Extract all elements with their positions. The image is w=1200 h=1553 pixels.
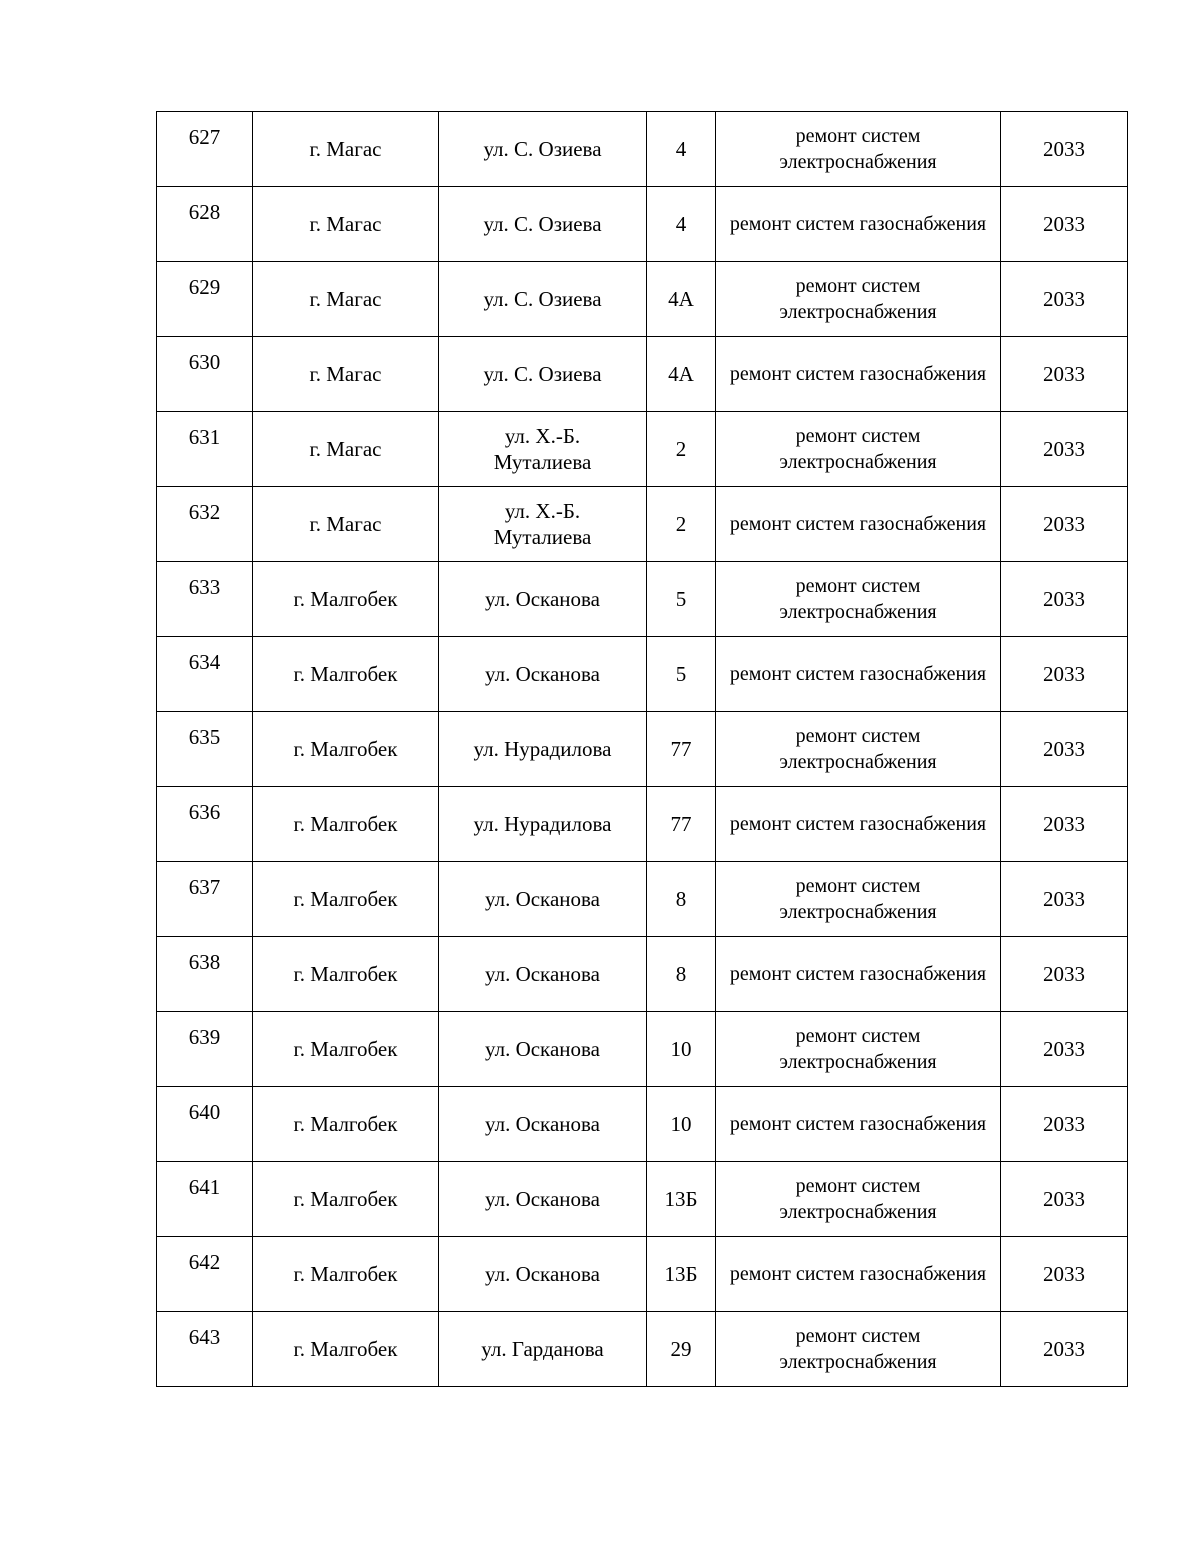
house-number-cell-text: 4А bbox=[668, 287, 694, 311]
city-cell-text: г. Малгобек bbox=[293, 962, 398, 986]
street-cell bbox=[439, 1012, 647, 1087]
city-cell bbox=[253, 1237, 439, 1312]
row-number-cell-text: 629 bbox=[188, 275, 221, 299]
work-type-cell-text: ремонт систем газоснабжения bbox=[729, 363, 987, 385]
street-cell bbox=[439, 487, 647, 562]
house-number-cell bbox=[647, 1312, 716, 1387]
year-cell-text: 2033 bbox=[1043, 512, 1085, 536]
city-cell-text: г. Магас bbox=[309, 137, 382, 161]
work-type-cell bbox=[716, 637, 1001, 712]
city-cell-text: г. Малгобек bbox=[293, 737, 398, 761]
year-cell-text: 2033 bbox=[1043, 437, 1085, 461]
street-cell-text: ул. Осканова bbox=[485, 1112, 600, 1136]
work-type-cell bbox=[716, 937, 1001, 1012]
street-cell bbox=[439, 712, 647, 787]
year-cell bbox=[1001, 1162, 1128, 1237]
city-cell bbox=[253, 562, 439, 637]
street-cell-text: ул. Осканова bbox=[485, 887, 600, 911]
work-type-cell bbox=[716, 1237, 1001, 1312]
house-number-cell bbox=[647, 1162, 716, 1237]
street-cell-text: ул. Нурадилова bbox=[473, 737, 612, 761]
work-type-cell-text: ремонт систем электроснабжения bbox=[779, 575, 937, 623]
table-row bbox=[157, 787, 1128, 862]
house-number-cell bbox=[647, 1012, 716, 1087]
year-cell bbox=[1001, 262, 1128, 337]
table-row bbox=[157, 1087, 1128, 1162]
work-type-cell-text: ремонт систем электроснабжения bbox=[779, 1025, 937, 1073]
street-cell bbox=[439, 1162, 647, 1237]
house-number-cell bbox=[647, 112, 716, 187]
street-cell bbox=[439, 937, 647, 1012]
work-type-cell-text: ремонт систем газоснабжения bbox=[729, 663, 987, 685]
city-cell-text: г. Малгобек bbox=[293, 1337, 398, 1361]
row-number-cell-text: 635 bbox=[188, 725, 221, 749]
house-number-cell-text: 2 bbox=[675, 512, 687, 536]
street-cell-text: ул. Нурадилова bbox=[473, 812, 612, 836]
row-number-cell-text: 637 bbox=[188, 875, 221, 899]
house-number-cell bbox=[647, 712, 716, 787]
work-type-cell-text: ремонт систем электроснабжения bbox=[779, 875, 937, 923]
work-type-cell bbox=[716, 412, 1001, 487]
house-number-cell-text: 2 bbox=[675, 437, 687, 461]
city-cell-text: г. Магас bbox=[309, 437, 382, 461]
table-row bbox=[157, 637, 1128, 712]
city-cell-text: г. Магас bbox=[309, 512, 382, 536]
row-number-cell-text: 630 bbox=[188, 350, 221, 374]
street-cell bbox=[439, 1312, 647, 1387]
year-cell bbox=[1001, 637, 1128, 712]
year-cell bbox=[1001, 487, 1128, 562]
work-type-cell-text: ремонт систем газоснабжения bbox=[729, 513, 987, 535]
street-cell-text: ул. Осканова bbox=[485, 1187, 600, 1211]
city-cell bbox=[253, 337, 439, 412]
work-type-cell bbox=[716, 1312, 1001, 1387]
year-cell-text: 2033 bbox=[1043, 587, 1085, 611]
year-cell-text: 2033 bbox=[1043, 1262, 1085, 1286]
house-number-cell-text: 13Б bbox=[664, 1262, 698, 1286]
year-cell-text: 2033 bbox=[1043, 962, 1085, 986]
street-cell-text: ул. Осканова bbox=[485, 1262, 600, 1286]
house-number-cell bbox=[647, 337, 716, 412]
street-cell bbox=[439, 787, 647, 862]
row-number-cell bbox=[157, 1012, 253, 1087]
row-number-cell-text: 632 bbox=[188, 500, 221, 524]
house-number-cell-text: 4А bbox=[668, 362, 694, 386]
row-number-cell-text: 640 bbox=[188, 1100, 221, 1124]
street-cell-text: ул. С. Озиева bbox=[483, 212, 602, 236]
street-cell-text: ул. С. Озиева bbox=[483, 362, 602, 386]
year-cell-text: 2033 bbox=[1043, 662, 1085, 686]
city-cell-text: г. Малгобек bbox=[293, 1262, 398, 1286]
row-number-cell bbox=[157, 862, 253, 937]
city-cell bbox=[253, 1087, 439, 1162]
work-type-cell-text: ремонт систем газоснабжения bbox=[729, 813, 987, 835]
row-number-cell-text: 631 bbox=[188, 425, 221, 449]
row-number-cell bbox=[157, 1312, 253, 1387]
table-row bbox=[157, 1312, 1128, 1387]
year-cell-text: 2033 bbox=[1043, 362, 1085, 386]
year-cell bbox=[1001, 1012, 1128, 1087]
street-cell-text: ул. Х.-Б. Муталиева bbox=[493, 499, 592, 549]
year-cell bbox=[1001, 1237, 1128, 1312]
year-cell bbox=[1001, 562, 1128, 637]
row-number-cell bbox=[157, 112, 253, 187]
house-number-cell-text: 13Б bbox=[664, 1187, 698, 1211]
house-number-cell bbox=[647, 187, 716, 262]
year-cell bbox=[1001, 1312, 1128, 1387]
city-cell-text: г. Малгобек bbox=[293, 812, 398, 836]
row-number-cell bbox=[157, 1237, 253, 1312]
house-number-cell-text: 77 bbox=[670, 812, 692, 836]
table-body bbox=[157, 112, 1128, 1387]
work-type-cell-text: ремонт систем электроснабжения bbox=[779, 1325, 937, 1373]
table-row bbox=[157, 1162, 1128, 1237]
row-number-cell bbox=[157, 637, 253, 712]
street-cell-text: ул. Осканова bbox=[485, 962, 600, 986]
work-type-cell-text: ремонт систем электроснабжения bbox=[779, 275, 937, 323]
work-type-cell bbox=[716, 712, 1001, 787]
city-cell-text: г. Магас bbox=[309, 362, 382, 386]
city-cell bbox=[253, 112, 439, 187]
year-cell-text: 2033 bbox=[1043, 737, 1085, 761]
year-cell bbox=[1001, 112, 1128, 187]
work-type-cell-text: ремонт систем газоснабжения bbox=[729, 1113, 987, 1135]
street-cell bbox=[439, 562, 647, 637]
city-cell bbox=[253, 712, 439, 787]
work-type-cell-text: ремонт систем электроснабжения bbox=[779, 125, 937, 173]
row-number-cell bbox=[157, 787, 253, 862]
city-cell bbox=[253, 862, 439, 937]
year-cell-text: 2033 bbox=[1043, 887, 1085, 911]
year-cell-text: 2033 bbox=[1043, 287, 1085, 311]
row-number-cell bbox=[157, 1162, 253, 1237]
table-row bbox=[157, 337, 1128, 412]
house-number-cell bbox=[647, 412, 716, 487]
row-number-cell bbox=[157, 1087, 253, 1162]
row-number-cell-text: 642 bbox=[188, 1250, 221, 1274]
street-cell bbox=[439, 1087, 647, 1162]
year-cell-text: 2033 bbox=[1043, 212, 1085, 236]
house-number-cell-text: 29 bbox=[670, 1337, 692, 1361]
row-number-cell-text: 628 bbox=[188, 200, 221, 224]
work-type-cell-text: ремонт систем электроснабжения bbox=[779, 725, 937, 773]
work-type-cell bbox=[716, 862, 1001, 937]
house-number-cell bbox=[647, 262, 716, 337]
row-number-cell bbox=[157, 262, 253, 337]
table-row bbox=[157, 712, 1128, 787]
work-type-cell bbox=[716, 562, 1001, 637]
year-cell bbox=[1001, 412, 1128, 487]
year-cell bbox=[1001, 337, 1128, 412]
year-cell-text: 2033 bbox=[1043, 812, 1085, 836]
city-cell-text: г. Малгобек bbox=[293, 587, 398, 611]
city-cell-text: г. Малгобек bbox=[293, 1037, 398, 1061]
street-cell-text: ул. Гарданова bbox=[481, 1337, 604, 1361]
house-number-cell-text: 10 bbox=[670, 1112, 692, 1136]
city-cell bbox=[253, 487, 439, 562]
year-cell bbox=[1001, 937, 1128, 1012]
work-type-cell bbox=[716, 112, 1001, 187]
street-cell bbox=[439, 112, 647, 187]
table-row bbox=[157, 112, 1128, 187]
table-row bbox=[157, 262, 1128, 337]
street-cell-text: ул. С. Озиева bbox=[483, 287, 602, 311]
city-cell-text: г. Магас bbox=[309, 287, 382, 311]
street-cell-text: ул. Осканова bbox=[485, 587, 600, 611]
year-cell bbox=[1001, 1087, 1128, 1162]
table-row bbox=[157, 862, 1128, 937]
house-number-cell bbox=[647, 1237, 716, 1312]
repair-schedule-table bbox=[156, 111, 1128, 1387]
year-cell bbox=[1001, 787, 1128, 862]
house-number-cell-text: 5 bbox=[675, 662, 687, 686]
house-number-cell-text: 4 bbox=[675, 137, 687, 161]
city-cell bbox=[253, 1012, 439, 1087]
year-cell-text: 2033 bbox=[1043, 1337, 1085, 1361]
work-type-cell bbox=[716, 487, 1001, 562]
table-row bbox=[157, 937, 1128, 1012]
row-number-cell-text: 643 bbox=[188, 1325, 221, 1349]
street-cell bbox=[439, 187, 647, 262]
work-type-cell bbox=[716, 262, 1001, 337]
street-cell-text: ул. Осканова bbox=[485, 1037, 600, 1061]
work-type-cell bbox=[716, 787, 1001, 862]
row-number-cell bbox=[157, 337, 253, 412]
row-number-cell bbox=[157, 487, 253, 562]
year-cell bbox=[1001, 187, 1128, 262]
street-cell bbox=[439, 862, 647, 937]
year-cell bbox=[1001, 862, 1128, 937]
house-number-cell-text: 4 bbox=[675, 212, 687, 236]
row-number-cell bbox=[157, 562, 253, 637]
row-number-cell-text: 634 bbox=[188, 650, 221, 674]
house-number-cell-text: 8 bbox=[675, 887, 687, 911]
house-number-cell-text: 77 bbox=[670, 737, 692, 761]
table-row bbox=[157, 562, 1128, 637]
work-type-cell bbox=[716, 1162, 1001, 1237]
work-type-cell-text: ремонт систем газоснабжения bbox=[729, 1263, 987, 1285]
city-cell-text: г. Малгобек bbox=[293, 1112, 398, 1136]
house-number-cell-text: 10 bbox=[670, 1037, 692, 1061]
table-row bbox=[157, 1237, 1128, 1312]
row-number-cell bbox=[157, 187, 253, 262]
city-cell bbox=[253, 637, 439, 712]
table-row bbox=[157, 187, 1128, 262]
year-cell-text: 2033 bbox=[1043, 1037, 1085, 1061]
year-cell-text: 2033 bbox=[1043, 1112, 1085, 1136]
city-cell bbox=[253, 262, 439, 337]
city-cell bbox=[253, 1162, 439, 1237]
house-number-cell bbox=[647, 787, 716, 862]
row-number-cell-text: 636 bbox=[188, 800, 221, 824]
table-row bbox=[157, 412, 1128, 487]
house-number-cell bbox=[647, 487, 716, 562]
work-type-cell bbox=[716, 337, 1001, 412]
year-cell-text: 2033 bbox=[1043, 1187, 1085, 1211]
work-type-cell bbox=[716, 187, 1001, 262]
row-number-cell-text: 633 bbox=[188, 575, 221, 599]
work-type-cell-text: ремонт систем газоснабжения bbox=[729, 213, 987, 235]
row-number-cell bbox=[157, 412, 253, 487]
work-type-cell-text: ремонт систем электроснабжения bbox=[779, 1175, 937, 1223]
row-number-cell bbox=[157, 712, 253, 787]
work-type-cell bbox=[716, 1087, 1001, 1162]
city-cell bbox=[253, 412, 439, 487]
year-cell-text: 2033 bbox=[1043, 137, 1085, 161]
street-cell-text: ул. С. Озиева bbox=[483, 137, 602, 161]
city-cell bbox=[253, 1312, 439, 1387]
house-number-cell bbox=[647, 937, 716, 1012]
year-cell bbox=[1001, 712, 1128, 787]
table-row bbox=[157, 487, 1128, 562]
house-number-cell bbox=[647, 637, 716, 712]
street-cell bbox=[439, 337, 647, 412]
table-row bbox=[157, 1012, 1128, 1087]
city-cell bbox=[253, 787, 439, 862]
street-cell bbox=[439, 1237, 647, 1312]
street-cell-text: ул. Х.-Б. Муталиева bbox=[493, 424, 592, 474]
work-type-cell bbox=[716, 1012, 1001, 1087]
city-cell-text: г. Магас bbox=[309, 212, 382, 236]
work-type-cell-text: ремонт систем газоснабжения bbox=[729, 963, 987, 985]
house-number-cell bbox=[647, 862, 716, 937]
city-cell-text: г. Малгобек bbox=[293, 662, 398, 686]
row-number-cell-text: 639 bbox=[188, 1025, 221, 1049]
house-number-cell-text: 5 bbox=[675, 587, 687, 611]
house-number-cell bbox=[647, 1087, 716, 1162]
row-number-cell-text: 638 bbox=[188, 950, 221, 974]
street-cell bbox=[439, 262, 647, 337]
street-cell bbox=[439, 637, 647, 712]
row-number-cell-text: 627 bbox=[188, 125, 221, 149]
city-cell bbox=[253, 187, 439, 262]
city-cell-text: г. Малгобек bbox=[293, 1187, 398, 1211]
city-cell bbox=[253, 937, 439, 1012]
work-type-cell-text: ремонт систем электроснабжения bbox=[779, 425, 937, 473]
street-cell-text: ул. Осканова bbox=[485, 662, 600, 686]
row-number-cell-text: 641 bbox=[188, 1175, 221, 1199]
row-number-cell bbox=[157, 937, 253, 1012]
house-number-cell-text: 8 bbox=[675, 962, 687, 986]
city-cell-text: г. Малгобек bbox=[293, 887, 398, 911]
house-number-cell bbox=[647, 562, 716, 637]
street-cell bbox=[439, 412, 647, 487]
